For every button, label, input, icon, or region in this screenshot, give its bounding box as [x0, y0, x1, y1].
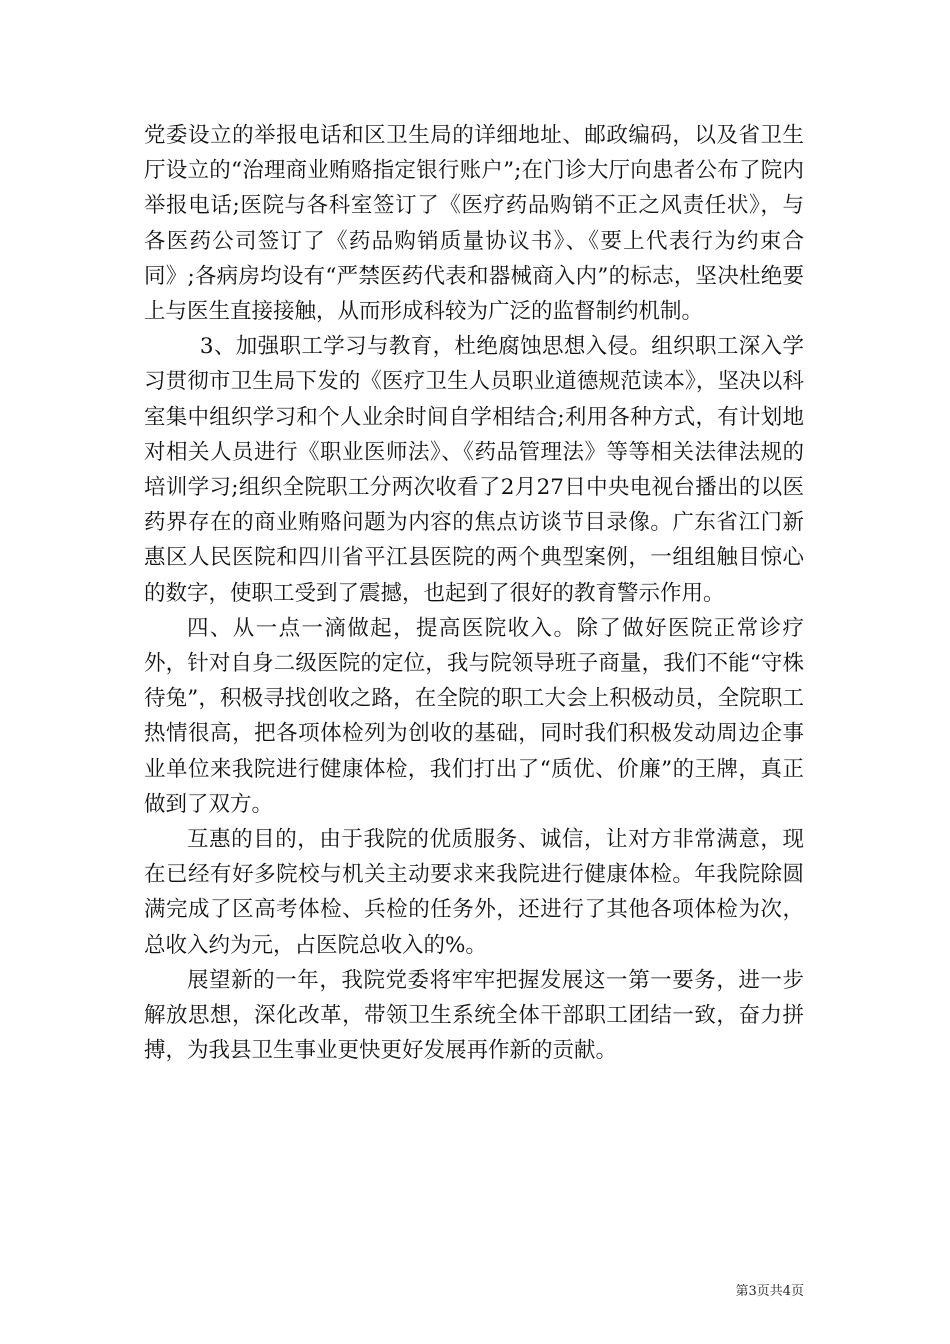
- paragraph-mutual-benefit: 互惠的目的，由于我院的优质服务、诚信，让对方非常满意，现在已经有好多院校与机关主动要求来我院进行健康体检。年我院除圆满完成了区高考体检、兵检的任务外，还进行了其他各项体检为次，总收入约为元，占医院总收入的%。: [144, 827, 804, 958]
- document-body: [144, 118, 804, 1068]
- page-number-footer: 第3页共4页: [735, 1284, 804, 1299]
- paragraph-staff-education: 3、加强职工学习与教育，杜绝腐蚀思想入侵。组织职工深入学习贯彻市卫生局下发的《医疗卫生人员职业道德规范读本》，坚决以科室集中组织学习和个人业余时间自学相结合;利用各种方式，有计划地对相关人员进行《职业医师法》、《药品管理法》等等相关法律法规的培训学习;组织全院职工分两次收看了2月27日中央电视台播出的以医药界存在的商业贿赂问题为内容的焦点访谈节目录像。广东省江门新惠区人民医院和四川省平江县医院的两个典型案例，一组组触目惊心的数字，使职工受到了震撼，也起到了很好的教育警示作用。: [144, 334, 804, 606]
- paragraph-increase-revenue: 四、从一点一滴做起，提高医院收入。除了做好医院正常诊疗外，针对自身二级医院的定位，我与院领导班子商量，我们不能“守株待兔”，积极寻找创收之路，在全院的职工大会上积极动员，全院职工热情很高，把各项体检列为创收的基础，同时我们积极发动周边企事业单位来我院进行健康体检，我们打出了“质优、价廉”的王牌，真正做到了双方。: [144, 615, 804, 817]
- paragraph-reporting-channels: 党委设立的举报电话和区卫生局的详细地址、邮政编码，以及省卫生厅设立的“治理商业贿赂指定银行账户”;在门诊大厅向患者公布了院内举报电话;医院与各科室签订了《医疗药品购销不正之风责任状》，与各医药公司签订了《药品购销质量协议书》、《要上代表行为约束合同》;各病房均设有“严禁医药代表和器械商入内”的标志，坚决杜绝要上与医生直接接触，从而形成科较为广泛的监督制约机制。: [144, 123, 804, 325]
- paragraph-outlook: 展望新的一年，我院党委将牢牢把握发展这一第一要务，进一步解放思想，深化改革，带领卫生系统全体干部职工团结一致，奋力拼搏，为我县卫生事业更快更好发展再作新的贡献。: [144, 967, 804, 1064]
